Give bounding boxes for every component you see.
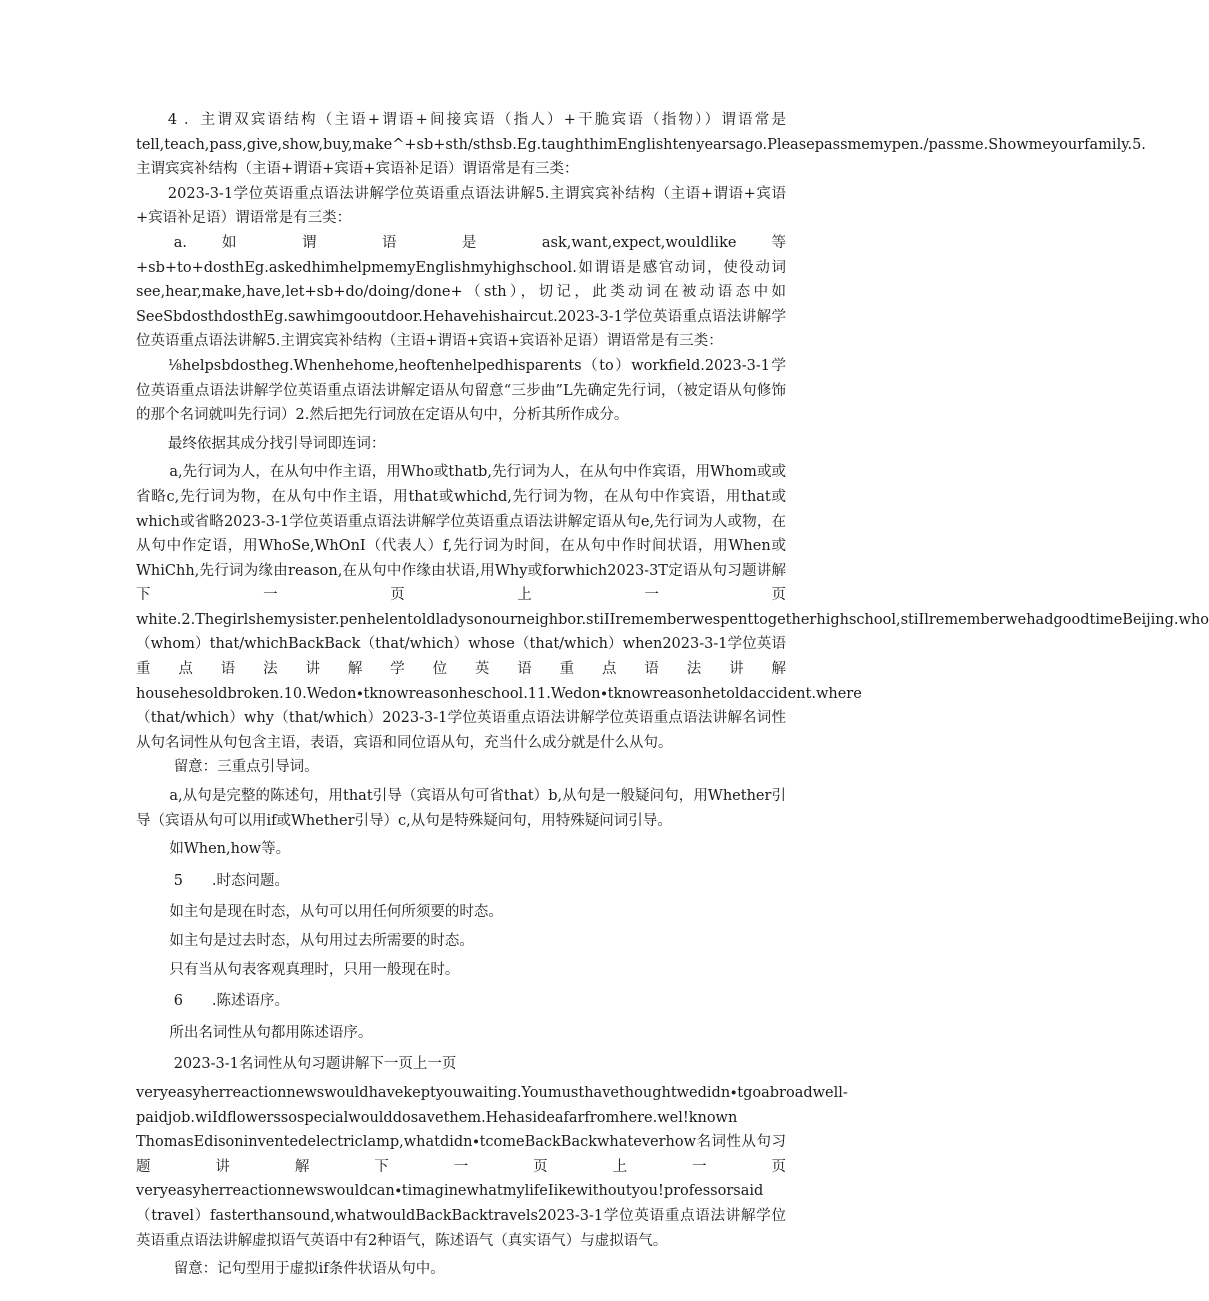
paragraph-exercise-text-2: ThomasEdisoninventedelectriclamp,whatdidn∙tcomeBackBackwhateverhow名词性从句习题讲解下一页上一页veryeasyherreactionnewswouldcan∙timaginewhatmylifeIikewithoutyou!professorsaid（travel）fasterthansound,whatwouldBackBacktravels2023-3-1学位英语重点语法讲解学位英语重点语法讲解虚拟语气英语中有2种语气，陈述语气（真实语气）与虚拟语气。 bbox=[136, 1134, 786, 1249]
paragraph-relative-pronouns: a,先行词为人，在从句中作主语，用Who或thatb,先行词为人，在从句中作宾语，用Whom或或省略c,先行词为物，在从句中作主语，用that或whichd,先行词为物，在从句中作宾语，用that或which或省略2023-3-1学位英语重点语法讲解学位英语重点语法讲解定语从句e,先行词为人或物，在从句中作定语，用WhoSe,WhOnI（代表人）f,先行词为时间，在从句中作时间状语，用When或WhiChh,先行词为缘由reason,在从句中作缘由状语,用Why或forwhich2023-3T定语从句习题讲解下一页上一页white.2.Thegirlshemysister.penhelentoldladysonourneighbor.stiIIrememberwespenttogetherhighschool,stiIlrememberwehadgoodtimeBeijing.who（whom）that/whichBackBack（that/which）whose（that/which）when2023-3-1学位英语重点语法讲解学位英语重点语法讲解househesoldbroken.10.Wedon∙tknowreasonheschool.11.Wedon∙tknowreasonhetoldaccident.where（that/which）why（that/which）2023-3-1学位英语重点语法讲解学位英语重点语法讲解名词性从句名词性从句包含主语，表语，宾语和同位语从句，充当什么成分就是什么从句。 bbox=[136, 464, 1209, 751]
paragraph-attributive-clause-steps: ⅛helpsbdostheg.Whenhehome,heoftenhelpedhisparents（to）workfield.2023-3-1学位英语重点语法讲解学位英语重点语法讲解定语从句留意“三步曲”L先确定先行词，（被定语从句修饰的那个名词就叫先行词）2.然后把先行词放在定语从句中，分析其所作成分。 bbox=[136, 357, 786, 424]
paragraph-word-order: 所出名词性从句都用陈述语序。 bbox=[169, 1024, 373, 1041]
paragraph-tense-present: 如主句是现在时态，从句可以用任何所须要的时态。 bbox=[169, 904, 503, 921]
paragraph-tense-truth: 只有当从句表客观真理时，只用一般现在时。 bbox=[169, 961, 460, 978]
paragraph-noun-clause-connectives: a,从句是完整的陈述句，用that引导（宾语从句可省that）b,从句是一般疑问句，用Whether引导（宾语从句可以用if或Whether引导）c,从句是特殊疑问句，用特殊疑问词引导。 bbox=[136, 788, 786, 829]
paragraph-three-connectives: 留意：三重点引导词。 bbox=[173, 759, 319, 776]
paragraph-exercise-text-1: veryeasyherreactionnewswouldhavekeptyouwaiting.Youmusthavethoughtwedidn∙tgoabroadwell-paidjob.wiIdflowerssospecialwoulddosavethem.Hehasideafarfromhere.wel!known bbox=[136, 1084, 848, 1126]
paragraph-double-object: 4 ．主谓双宾语结构（主语+谓语+间接宾语（指人）+干脆宾语（指物））谓语常是tell,teach,pass,give,show,buy,make^+sb+sth∕sthsb.Eg.taughthimEnglishtenyearsago.Pleasepassmemypen./passme.Showmeyourfamily.5.主谓宾宾补结构（主语+谓语+宾语+宾语补足语）谓语常是有三类： bbox=[136, 112, 1146, 178]
paragraph-when-how: 如When,how等。 bbox=[169, 841, 291, 858]
paragraph-complex-object-heading: 2023-3-1学位英语重点语法讲解学位英语重点语法讲解5.主谓宾宾补结构（主语+谓语+宾语+宾语补足语）谓语常是有三类： bbox=[136, 185, 786, 227]
section-heading-tense: 5 .时态问题。 bbox=[173, 872, 290, 889]
paragraph-tense-past: 如主句是过去时态，从句用过去所需要的时态。 bbox=[169, 933, 474, 949]
section-heading-word-order: 6 .陈述语序。 bbox=[173, 993, 290, 1010]
paragraph-connective-intro: 最终依据其成分找引导词即连词： bbox=[167, 435, 386, 452]
paragraph-subjunctive-note: 留意：记句型用于虚拟if条件状语从句中。 bbox=[173, 1261, 445, 1278]
paragraph-complex-object-types: a. 如 谓 语 是 ask,want,expect,wouldlike 等+sb+to+dosthEg.askedhimhelpmemyEnglishmyhighschool.如谓语是感官动词，使役动词see,hear,make,have,let+sb+do/doing/done+（sth），切记，此类动词在被动语态中如SeeSbdosthdosthEg.sawhimgooutdoor.Hehavehishaircut.2023-3-1学位英语重点语法讲解学位英语重点语法讲解5.主谓宾宾补结构（主语+谓语+宾语+宾语补足语）谓语常是有三类： bbox=[136, 234, 786, 350]
document-body bbox=[136, 108, 1209, 1282]
paragraph-noun-clause-exercise-heading: 2023-3-1名词性从句习题讲解下一页上一页 bbox=[173, 1056, 457, 1073]
